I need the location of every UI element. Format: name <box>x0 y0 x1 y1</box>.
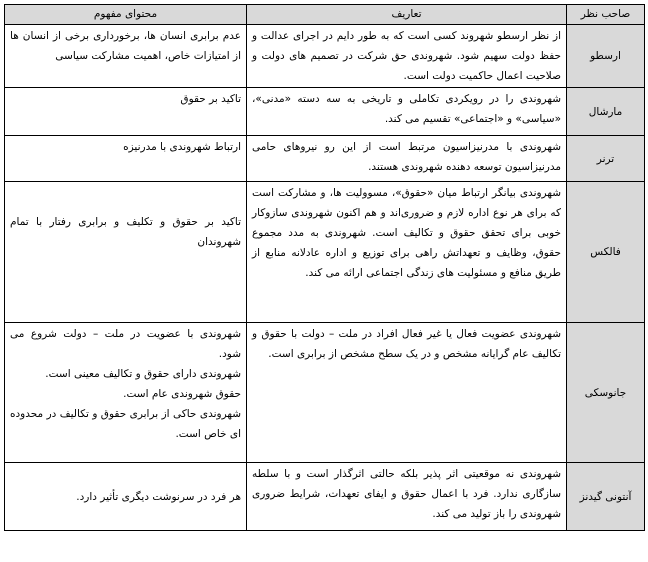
row-author: مارشال <box>567 88 645 136</box>
row-definition: شهروندی عضویت فعال یا غیر فعال افراد در ملت – دولت با حقوق و تکالیف عام گرایانه مشخص و در یک سطح مشخص از برابری است. <box>247 323 567 463</box>
concept-line: حقوق شهروندی عام است. <box>123 388 241 400</box>
concept-line: ارتباط شهروندی با مدرنیزه <box>123 141 241 153</box>
row-author: ترنر <box>567 136 645 182</box>
table-row <box>5 463 645 531</box>
row-definition: شهروندی بیانگر ارتباط میان «حقوق»، مسوولیت ها، و مشارکت است که برای هر نوع اداره لازم و ضروری‌اند و هم اکنون شهروندی سازوکار خوبی برای تحقق حقوق و تکالیف است. شهروندی به مدد مجموع حقوق، وظایف و تعهداتش راهی برای توزیع و اداره عادلانه منابع از طریق منافع و مسئولیت های زندگی اجتماعی ارائه می کند. <box>247 182 567 323</box>
citizenship-table-container <box>4 4 644 531</box>
row-author: آنتونی گیدنز <box>567 463 645 531</box>
table-row <box>5 323 645 463</box>
concept-line: عدم برابری انسان ها، برخورداری برخی از انسان ها از امتیازات خاص، اهمیت مشارکت سیاسی <box>10 30 241 62</box>
row-definition: شهروندی با مدرنیزاسیون مرتبط است از این رو نیروهای حامی مدرنیزاسیون توسعه دهنده شهروندی هستند. <box>247 136 567 182</box>
row-concept <box>5 25 247 88</box>
concept-line: تاکید بر حقوق <box>180 93 241 105</box>
concept-line: هر فرد در سرنوشت دیگری تأثیر دارد. <box>76 490 241 503</box>
concept-line: تاکید بر حقوق و تکلیف و برابری رفتار با تمام شهروندان <box>10 216 241 248</box>
header-definition: تعاریف <box>247 5 567 25</box>
row-concept <box>5 463 247 531</box>
header-concept: محتوای مفهوم <box>5 5 247 25</box>
concept-line: شهروندی حاکی از برابری حقوق و تکالیف در محدوده ای خاص است. <box>10 408 241 440</box>
table-row <box>5 182 645 323</box>
row-concept <box>5 136 247 182</box>
table-row <box>5 25 645 88</box>
row-author: فالکس <box>567 182 645 323</box>
row-concept <box>5 323 247 463</box>
row-definition: شهروندی نه موقعیتی اثر پذیر بلکه حالتی اثرگذار است و با سلطه سازگاری ندارد. فرد با اعمال حقوق و ایفای تعهدات، شرایط ضروری شهروندی را باز تولید می کند. <box>247 463 567 531</box>
table-row <box>5 136 645 182</box>
table-row <box>5 88 645 136</box>
concept-line: شهروندی دارای حقوق و تکالیف معینی است. <box>45 368 241 380</box>
row-concept <box>5 88 247 136</box>
concept-line: شهروندی با عضویت در ملت – دولت شروع می شود. <box>10 328 241 360</box>
row-concept <box>5 182 247 323</box>
row-author: جانوسکی <box>567 323 645 463</box>
header-author: صاحب نظر <box>567 5 645 25</box>
header-row <box>5 5 645 25</box>
citizenship-definitions-table <box>4 4 645 531</box>
row-definition: شهروندی را در رویکردی تکاملی و تاریخی به سه دسته «مدنی»، «سیاسی» و «اجتماعی» تقسیم می کند. <box>247 88 567 136</box>
row-definition: از نظر ارسطو شهروند کسی است که به طور دایم در اجرای عدالت و حفظ دولت سهیم شود. شهروندی حق شرکت در تصمیم های دولت و صلاحیت اعمال حاکمیت دولت است. <box>247 25 567 88</box>
row-author: ارسطو <box>567 25 645 88</box>
